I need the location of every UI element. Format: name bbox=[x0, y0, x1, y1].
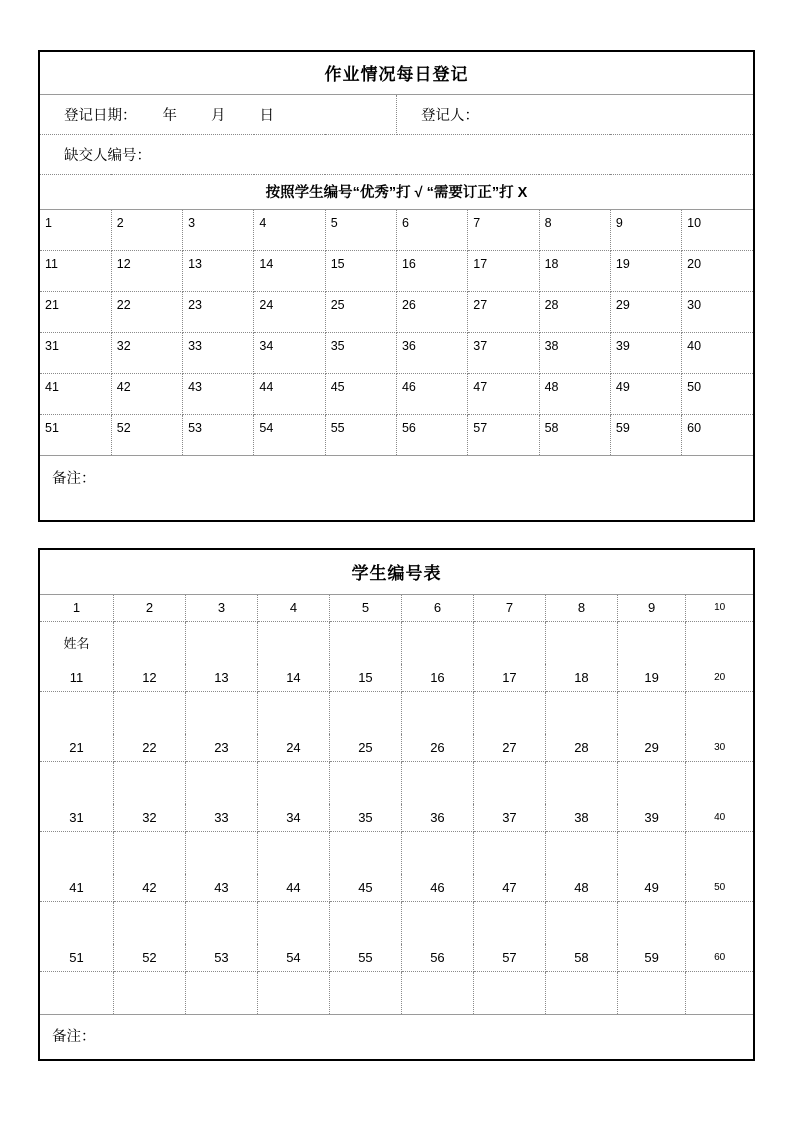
student-slot[interactable]: 3 bbox=[183, 209, 254, 250]
daily-log-note-field[interactable] bbox=[40, 455, 753, 499]
student-id-cell: 58 bbox=[545, 944, 617, 971]
student-name-cell[interactable] bbox=[401, 971, 473, 1014]
student-slot[interactable]: 58 bbox=[539, 414, 610, 455]
table-row bbox=[40, 804, 753, 831]
student-name-cell[interactable] bbox=[329, 971, 401, 1014]
student-slot[interactable]: 31 bbox=[40, 332, 111, 373]
student-name-cell[interactable] bbox=[329, 901, 401, 944]
student-name-cell[interactable] bbox=[113, 901, 185, 944]
year-unit-label: 年 bbox=[162, 107, 177, 124]
student-name-cell[interactable] bbox=[257, 761, 329, 804]
student-slot[interactable]: 41 bbox=[40, 373, 111, 414]
student-slot[interactable]: 40 bbox=[682, 332, 753, 373]
student-id-cell: 41 bbox=[40, 874, 113, 901]
table-row bbox=[40, 734, 753, 761]
student-id-cell: 29 bbox=[617, 734, 685, 761]
student-slot[interactable]: 49 bbox=[610, 373, 681, 414]
student-id-cell: 50 bbox=[686, 874, 753, 901]
student-name-cell[interactable] bbox=[185, 621, 257, 664]
student-name-cell[interactable] bbox=[185, 831, 257, 874]
student-name-cell[interactable] bbox=[257, 831, 329, 874]
student-name-cell[interactable] bbox=[617, 691, 685, 734]
table-row bbox=[40, 901, 753, 944]
student-id-cell: 42 bbox=[113, 874, 185, 901]
instruction-row bbox=[40, 174, 753, 209]
student-slot[interactable]: 55 bbox=[325, 414, 396, 455]
student-id-note-field[interactable] bbox=[40, 1014, 753, 1056]
student-slot[interactable]: 2 bbox=[111, 209, 182, 250]
student-id-cell: 46 bbox=[401, 874, 473, 901]
student-slot[interactable]: 12 bbox=[111, 250, 182, 291]
student-name-cell[interactable] bbox=[686, 971, 753, 1014]
student-slot[interactable]: 48 bbox=[539, 373, 610, 414]
table-row bbox=[40, 621, 753, 664]
student-id-cell: 9 bbox=[617, 594, 685, 621]
daily-log-meta-row bbox=[40, 94, 753, 134]
student-name-cell[interactable] bbox=[329, 831, 401, 874]
student-slot[interactable]: 16 bbox=[396, 250, 467, 291]
student-slot[interactable]: 1 bbox=[40, 209, 111, 250]
student-id-cell: 40 bbox=[686, 804, 753, 831]
student-slot[interactable]: 19 bbox=[610, 250, 681, 291]
table-row bbox=[40, 373, 753, 414]
student-id-cell: 12 bbox=[113, 664, 185, 691]
student-name-cell[interactable] bbox=[545, 691, 617, 734]
student-slot[interactable]: 46 bbox=[396, 373, 467, 414]
student-name-cell[interactable] bbox=[686, 761, 753, 804]
student-name-cell[interactable] bbox=[617, 971, 685, 1014]
student-name-cell[interactable] bbox=[473, 971, 545, 1014]
student-id-cell: 24 bbox=[257, 734, 329, 761]
student-id-cell: 38 bbox=[545, 804, 617, 831]
student-slot[interactable]: 14 bbox=[254, 250, 325, 291]
day-unit-label: 日 bbox=[259, 107, 274, 124]
student-name-cell[interactable] bbox=[473, 691, 545, 734]
student-slot[interactable]: 28 bbox=[539, 291, 610, 332]
student-slot[interactable]: 45 bbox=[325, 373, 396, 414]
student-slot[interactable]: 29 bbox=[610, 291, 681, 332]
student-slot[interactable]: 22 bbox=[111, 291, 182, 332]
table-row bbox=[40, 332, 753, 373]
student-name-cell[interactable] bbox=[113, 621, 185, 664]
student-id-grid bbox=[40, 550, 753, 1056]
daily-log-grid bbox=[40, 52, 753, 499]
student-id-cell: 49 bbox=[617, 874, 685, 901]
student-id-cell: 10 bbox=[686, 594, 753, 621]
student-slot[interactable]: 17 bbox=[468, 250, 539, 291]
student-slot[interactable]: 59 bbox=[610, 414, 681, 455]
student-name-cell[interactable] bbox=[257, 621, 329, 664]
student-slot[interactable]: 50 bbox=[682, 373, 753, 414]
student-id-cell: 36 bbox=[401, 804, 473, 831]
student-id-cell: 28 bbox=[545, 734, 617, 761]
month-unit-label: 月 bbox=[211, 107, 226, 124]
student-name-cell[interactable] bbox=[545, 831, 617, 874]
student-name-cell[interactable] bbox=[329, 691, 401, 734]
student-name-cell[interactable] bbox=[617, 831, 685, 874]
daily-log-note-row bbox=[40, 455, 753, 499]
student-slot[interactable]: 8 bbox=[539, 209, 610, 250]
student-name-cell[interactable] bbox=[686, 831, 753, 874]
student-name-cell[interactable] bbox=[686, 621, 753, 664]
student-id-cell: 47 bbox=[473, 874, 545, 901]
table-row bbox=[40, 594, 753, 621]
student-id-cell: 56 bbox=[401, 944, 473, 971]
missing-student-ids-label: 缺交人编号： bbox=[64, 147, 151, 164]
student-id-cell: 1 bbox=[40, 594, 113, 621]
student-id-cell: 22 bbox=[113, 734, 185, 761]
student-id-cell: 18 bbox=[545, 664, 617, 691]
student-id-cell: 3 bbox=[185, 594, 257, 621]
student-slot[interactable]: 15 bbox=[325, 250, 396, 291]
recorder-field[interactable] bbox=[396, 94, 753, 134]
table-row bbox=[40, 874, 753, 901]
student-slot[interactable]: 39 bbox=[610, 332, 681, 373]
student-id-cell: 16 bbox=[401, 664, 473, 691]
student-id-cell: 60 bbox=[686, 944, 753, 971]
student-slot[interactable]: 26 bbox=[396, 291, 467, 332]
recorder-label: 登记人： bbox=[420, 107, 479, 124]
student-name-cell[interactable] bbox=[257, 901, 329, 944]
student-name-cell[interactable]: 姓名 bbox=[40, 621, 113, 664]
student-slot[interactable]: 18 bbox=[539, 250, 610, 291]
student-name-cell[interactable] bbox=[545, 761, 617, 804]
daily-log-title-row bbox=[40, 52, 753, 94]
student-id-note-label: 备注： bbox=[52, 1028, 96, 1045]
student-id-cell: 23 bbox=[185, 734, 257, 761]
registration-date-field[interactable] bbox=[40, 94, 396, 134]
student-id-cell: 14 bbox=[257, 664, 329, 691]
student-name-cell[interactable] bbox=[545, 621, 617, 664]
student-id-cell: 7 bbox=[473, 594, 545, 621]
student-id-cell: 59 bbox=[617, 944, 685, 971]
student-id-cell: 17 bbox=[473, 664, 545, 691]
student-slot[interactable]: 35 bbox=[325, 332, 396, 373]
table-row bbox=[40, 291, 753, 332]
student-name-cell[interactable] bbox=[113, 691, 185, 734]
student-id-cell: 2 bbox=[113, 594, 185, 621]
table-row bbox=[40, 209, 753, 250]
student-name-cell[interactable] bbox=[40, 971, 113, 1014]
student-id-cell: 44 bbox=[257, 874, 329, 901]
student-id-cell: 8 bbox=[545, 594, 617, 621]
student-id-cell: 25 bbox=[329, 734, 401, 761]
student-name-cell[interactable] bbox=[617, 761, 685, 804]
student-slot[interactable]: 36 bbox=[396, 332, 467, 373]
daily-log-note-label: 备注： bbox=[52, 470, 96, 487]
student-slot[interactable]: 4 bbox=[254, 209, 325, 250]
student-id-cell: 37 bbox=[473, 804, 545, 831]
student-name-cell[interactable] bbox=[257, 971, 329, 1014]
table-row bbox=[40, 250, 753, 291]
table-row bbox=[40, 414, 753, 455]
student-slot[interactable]: 42 bbox=[111, 373, 182, 414]
student-name-cell[interactable] bbox=[401, 761, 473, 804]
student-slot[interactable]: 43 bbox=[183, 373, 254, 414]
student-id-cell: 32 bbox=[113, 804, 185, 831]
student-id-cell: 27 bbox=[473, 734, 545, 761]
student-name-cell[interactable] bbox=[185, 971, 257, 1014]
student-slot[interactable]: 37 bbox=[468, 332, 539, 373]
student-id-cell: 11 bbox=[40, 664, 113, 691]
student-id-title: 学生编号表 bbox=[40, 550, 753, 594]
student-slot[interactable]: 57 bbox=[468, 414, 539, 455]
student-id-cell: 21 bbox=[40, 734, 113, 761]
student-name-cell[interactable] bbox=[401, 621, 473, 664]
student-name-cell[interactable] bbox=[617, 901, 685, 944]
student-name-cell[interactable] bbox=[185, 761, 257, 804]
missing-submission-row bbox=[40, 134, 753, 174]
student-name-cell[interactable] bbox=[401, 691, 473, 734]
student-slot[interactable]: 23 bbox=[183, 291, 254, 332]
student-name-cell[interactable] bbox=[113, 831, 185, 874]
student-id-cell: 20 bbox=[686, 664, 753, 691]
student-id-cell: 51 bbox=[40, 944, 113, 971]
student-name-cell[interactable] bbox=[185, 691, 257, 734]
student-name-cell[interactable] bbox=[686, 691, 753, 734]
student-id-cell: 52 bbox=[113, 944, 185, 971]
student-slot[interactable]: 32 bbox=[111, 332, 182, 373]
student-id-cell: 43 bbox=[185, 874, 257, 901]
table-row bbox=[40, 944, 753, 971]
student-id-cell: 15 bbox=[329, 664, 401, 691]
student-name-cell[interactable] bbox=[40, 691, 113, 734]
student-slot[interactable]: 11 bbox=[40, 250, 111, 291]
student-slot[interactable]: 25 bbox=[325, 291, 396, 332]
student-slot[interactable]: 5 bbox=[325, 209, 396, 250]
daily-homework-log-table bbox=[38, 50, 755, 522]
student-id-cell: 31 bbox=[40, 804, 113, 831]
student-name-cell[interactable] bbox=[545, 901, 617, 944]
student-slot[interactable]: 6 bbox=[396, 209, 467, 250]
student-slot[interactable]: 38 bbox=[539, 332, 610, 373]
table-row bbox=[40, 831, 753, 874]
student-slot[interactable]: 9 bbox=[610, 209, 681, 250]
student-name-cell[interactable] bbox=[40, 761, 113, 804]
table-row bbox=[40, 971, 753, 1014]
student-slot[interactable]: 51 bbox=[40, 414, 111, 455]
student-id-cell: 57 bbox=[473, 944, 545, 971]
student-id-cell: 39 bbox=[617, 804, 685, 831]
student-id-cell: 30 bbox=[686, 734, 753, 761]
student-id-cell: 6 bbox=[401, 594, 473, 621]
marking-instruction: 按照学生编号“优秀”打 √ “需要订正”打 X bbox=[40, 174, 753, 209]
student-id-cell: 55 bbox=[329, 944, 401, 971]
student-name-cell[interactable] bbox=[329, 621, 401, 664]
student-slot[interactable]: 44 bbox=[254, 373, 325, 414]
student-name-cell[interactable] bbox=[401, 831, 473, 874]
student-id-cell: 45 bbox=[329, 874, 401, 901]
student-name-cell[interactable] bbox=[113, 761, 185, 804]
student-slot[interactable]: 47 bbox=[468, 373, 539, 414]
student-name-cell[interactable] bbox=[617, 621, 685, 664]
student-id-title-row bbox=[40, 550, 753, 594]
student-slot[interactable]: 27 bbox=[468, 291, 539, 332]
student-name-cell[interactable] bbox=[473, 761, 545, 804]
registration-date-label: 登记日期： bbox=[64, 107, 137, 124]
student-slot[interactable]: 20 bbox=[682, 250, 753, 291]
student-id-note-row bbox=[40, 1014, 753, 1056]
student-slot[interactable]: 53 bbox=[183, 414, 254, 455]
student-name-cell[interactable] bbox=[40, 831, 113, 874]
student-name-cell[interactable] bbox=[185, 901, 257, 944]
student-name-cell[interactable] bbox=[686, 901, 753, 944]
student-slot[interactable]: 60 bbox=[682, 414, 753, 455]
student-id-cell: 5 bbox=[329, 594, 401, 621]
student-slot[interactable]: 34 bbox=[254, 332, 325, 373]
student-id-cell: 26 bbox=[401, 734, 473, 761]
student-slot[interactable]: 56 bbox=[396, 414, 467, 455]
daily-log-title: 作业情况每日登记 bbox=[40, 52, 753, 94]
student-id-cell: 19 bbox=[617, 664, 685, 691]
student-name-cell[interactable] bbox=[473, 831, 545, 874]
student-slot[interactable]: 21 bbox=[40, 291, 111, 332]
student-name-cell[interactable] bbox=[40, 901, 113, 944]
student-slot[interactable]: 24 bbox=[254, 291, 325, 332]
student-id-cell: 13 bbox=[185, 664, 257, 691]
table-row bbox=[40, 664, 753, 691]
student-name-cell[interactable] bbox=[329, 761, 401, 804]
student-name-cell[interactable] bbox=[113, 971, 185, 1014]
student-slot[interactable]: 13 bbox=[183, 250, 254, 291]
missing-student-ids-field[interactable] bbox=[40, 134, 753, 174]
student-id-cell: 53 bbox=[185, 944, 257, 971]
student-slot[interactable]: 30 bbox=[682, 291, 753, 332]
student-name-cell[interactable] bbox=[401, 901, 473, 944]
student-id-cell: 4 bbox=[257, 594, 329, 621]
student-slot[interactable]: 54 bbox=[254, 414, 325, 455]
student-name-cell[interactable] bbox=[257, 691, 329, 734]
student-name-cell[interactable] bbox=[545, 971, 617, 1014]
student-id-cell: 48 bbox=[545, 874, 617, 901]
student-slot[interactable]: 33 bbox=[183, 332, 254, 373]
student-id-cell: 34 bbox=[257, 804, 329, 831]
student-id-cell: 35 bbox=[329, 804, 401, 831]
student-name-cell[interactable] bbox=[473, 901, 545, 944]
student-id-table bbox=[38, 548, 755, 1061]
student-name-cell[interactable] bbox=[473, 621, 545, 664]
student-id-cell: 54 bbox=[257, 944, 329, 971]
student-slot[interactable]: 10 bbox=[682, 209, 753, 250]
student-slot[interactable]: 7 bbox=[468, 209, 539, 250]
student-id-cell: 33 bbox=[185, 804, 257, 831]
table-row bbox=[40, 761, 753, 804]
student-slot[interactable]: 52 bbox=[111, 414, 182, 455]
table-row bbox=[40, 691, 753, 734]
